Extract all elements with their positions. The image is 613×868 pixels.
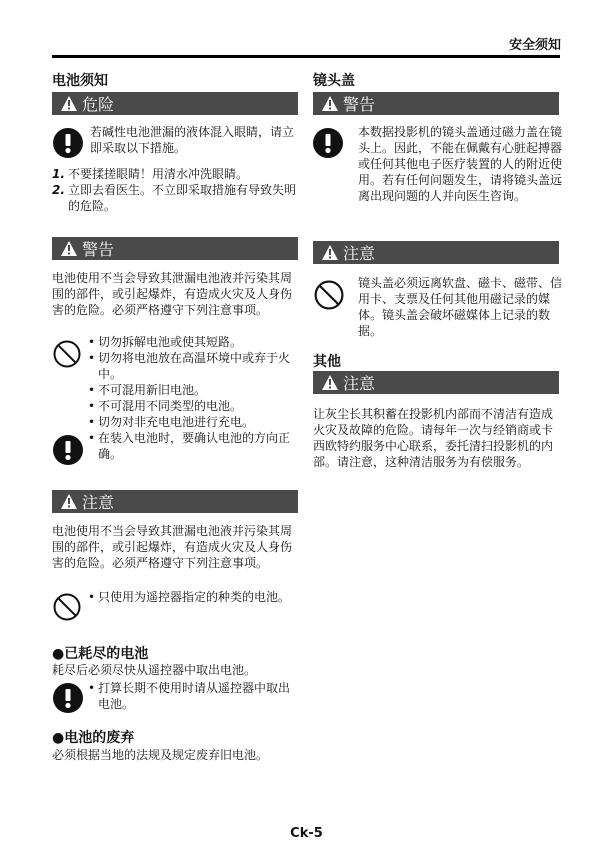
mandatory-icon — [53, 128, 83, 158]
lens-warning-text: 本数据投影机的镜头盖通过磁力盖在镜头上。因此，不能在佩戴有心脏起搏器或任何其他电子医疗装置的人的附近使用。若有任何问题发生，请将镜头盖远离出现问题的人并向医生咨询。 — [358, 125, 563, 203]
lens-warning-label: 警告 — [343, 95, 376, 114]
step-text: 不要揉搓眼睛！用清水冲洗眼睛。 — [68, 167, 249, 181]
warning-list — [88, 334, 298, 430]
caution-label: 注意 — [82, 493, 115, 512]
warning-triangle-icon — [60, 493, 78, 510]
other-caution-label: 注意 — [343, 374, 376, 393]
list-item: • 只使用为遥控器指定的种类的电池。 — [88, 589, 298, 605]
caution-list — [88, 589, 298, 605]
mandatory-icon — [53, 435, 83, 465]
warning-text: 电池使用不当会导致其泄漏电池液并污染其周围的部件，或引起爆炸，有造成火灾及人身伤害的危险。必须严格遵守下列注意事项。 — [52, 271, 293, 317]
step-number: 2. — [52, 183, 65, 197]
mandatory-icon — [53, 683, 83, 713]
other-caution-bar — [313, 371, 559, 394]
prohibited-icon — [314, 280, 344, 310]
warning-triangle-icon — [321, 244, 339, 261]
used-battery-text: 耗尽后必须尽快从遥控器中取出电池。 — [52, 663, 257, 677]
warning-triangle-icon — [60, 95, 78, 112]
lens-warning-bar — [313, 92, 559, 115]
prohibited-icon — [53, 340, 81, 368]
list-item: • 切勿对非充电电池进行充电。 — [88, 414, 298, 430]
battery-heading: 电池须知 — [52, 73, 108, 89]
warning-triangle-icon — [321, 95, 339, 112]
lens-caution-label: 注意 — [343, 244, 376, 263]
danger-steps — [52, 166, 298, 214]
lens-cap-heading: 镜头盖 — [313, 73, 355, 89]
danger-text: 若碱性电池泄漏的液体混入眼睛，请立即采取以下措施。 — [90, 125, 295, 155]
warning-bar — [52, 237, 298, 260]
prohibited-icon — [53, 593, 81, 621]
danger-label: 危险 — [82, 95, 115, 114]
caution-text: 电池使用不当会导致其泄漏电池液并污染其周围的部件，或引起爆炸，有造成火灾及人身伤害的危险。必须严格遵守下列注意事项。 — [52, 524, 293, 570]
step-number: 1. — [52, 167, 65, 181]
warning-triangle-icon — [321, 374, 339, 391]
used-battery-list — [88, 680, 298, 712]
list-item: • 在装入电池时，要确认电池的方向正确。 — [88, 430, 298, 462]
list-item: • 切勿拆解电池或使其短路。 — [88, 334, 298, 350]
list-item: • 不可混用新旧电池。 — [88, 382, 298, 398]
danger-bar — [52, 92, 298, 115]
step-text: 立即去看医生。不立即采取措施有导致失明的危险。 — [68, 183, 297, 213]
used-battery-heading: ●已耗尽的电池 — [52, 646, 149, 662]
lens-caution-text: 镜头盖必须远离软盘、磁卡、磁带、信用卡、支票及任何其他用磁记录的媒体。镜头盖会破坏磁媒体上记录的数据。 — [358, 276, 563, 338]
other-heading: 其他 — [313, 354, 341, 370]
list-item: • 不可混用不同类型的电池。 — [88, 398, 298, 414]
danger-step — [52, 166, 298, 182]
warning-triangle-icon — [60, 240, 78, 257]
disposal-heading: ●电池的废弃 — [52, 730, 135, 746]
caution-bar — [52, 490, 298, 513]
list-item: • 打算长期不使用时请从遥控器中取出电池。 — [88, 680, 298, 712]
disposal-text: 必须根据当地的法规及规定废弃旧电池。 — [52, 748, 269, 762]
other-text: 让灰尘长其积蓄在投影机内部而不清洁有造成火灾及故障的危险。请每年一次与经销商或卡西欧特约服务中心联系，委托清扫投影机的内部。请注意，这种清洁服务为有偿服务。 — [313, 407, 554, 469]
danger-step — [52, 182, 298, 214]
page-header-title: 安全须知 — [508, 38, 561, 53]
header-rule — [52, 55, 560, 58]
lens-caution-bar — [313, 241, 559, 264]
warning-label: 警告 — [82, 240, 115, 259]
list-item: • 切勿将电池放在高温环境中或弃于火中。 — [88, 350, 298, 382]
warning-must-list — [88, 430, 298, 462]
page-number: Ck-5 — [290, 826, 323, 841]
mandatory-icon — [313, 128, 343, 158]
